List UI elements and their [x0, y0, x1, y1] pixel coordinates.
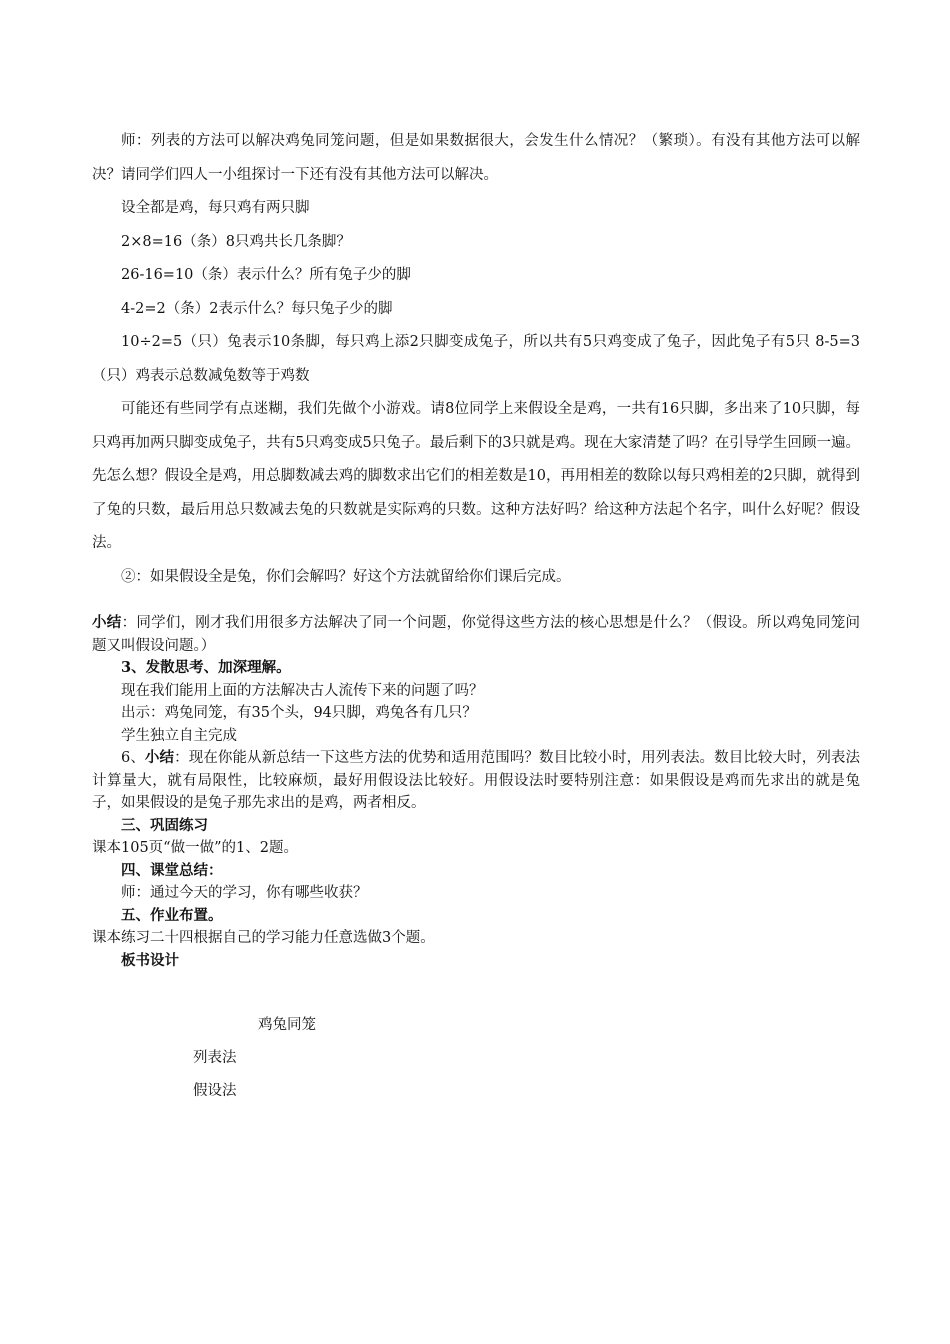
paragraph-teacher-question: 师：列表的方法可以解决鸡兔同笼问题，但是如果数据很大，会发生什么情况？（繁琐）。有没有其他方法可以解决？请同学们四人一小组探讨一下还有没有其他方法可以解决。 [92, 133, 860, 183]
step-6-label: 小结 [144, 749, 175, 766]
board-title: 鸡兔同笼 [258, 1017, 316, 1033]
paragraph-step-3-line-3: 学生独立自主完成 [121, 727, 237, 744]
heading-part-5: 五、作业布置。 [121, 906, 223, 924]
paragraph-calc-3: 4-2=2（条）2表示什么？每只兔子少的脚 [121, 300, 393, 317]
paragraph-part-5: 课本练习二十四根据自己的学习能力任意选做3个题。 [92, 930, 435, 946]
paragraph-part-3: 课本105页“做一做”的1、2题。 [92, 840, 298, 856]
heading-part-3: 三、巩固练习 [121, 816, 208, 834]
summary-label: 小结 [92, 614, 122, 631]
paragraph-step-3-line-2: 出示：鸡兔同笼，有35个头，94只脚，鸡兔各有几只？ [121, 705, 477, 721]
lesson-section-dialogue [92, 125, 860, 594]
paragraph-game: 可能还有些同学有点迷糊，我们先做个小游戏。请8位同学上来假设全是鸡，一共有16只脚，多出来了10只脚，每只鸡再加两只脚变成兔子，共有5只鸡变成5只兔子。最后剩下的3只就是鸡。现在大家清楚了吗？在引导学生回顾一遍。先怎么想？假设全是鸡，用总脚数减去鸡的脚数求出它们的相差数是10，再用相差的数除以每只鸡相差的2只脚，就得到了兔的只数，最后用总只数减去兔的只数就是实际鸡的只数。这种方法好吗？给这种方法起个名字，叫什么好呢？假设法。 [92, 401, 860, 551]
summary-text: ：同学们，刚才我们用很多方法解决了同一个问题，你觉得这些方法的核心思想是什么？（假设。所以鸡兔同笼问题又叫假设问题。） [92, 615, 861, 654]
paragraph-assume-rabbit: ②：如果假设全是兔，你们会解吗？好这个方法就留给你们课后完成。 [121, 568, 571, 585]
paragraph-step-3-line-1: 现在我们能用上面的方法解决古人流传下来的问题了吗？ [121, 682, 484, 699]
step-6-prefix: 6、 [121, 750, 145, 766]
lesson-section-summary [92, 612, 860, 972]
paragraph-assume-chicken: 设全都是鸡，每只鸡有两只脚 [121, 200, 310, 216]
heading-part-4: 四、课堂总结： [121, 861, 223, 879]
paragraph-calc-2: 26-16=10（条）表示什么？所有兔子少的脚 [121, 267, 411, 283]
heading-board-design: 板书设计 [121, 951, 179, 969]
paragraph-step-6 [92, 747, 860, 815]
paragraph-part-4: 师：通过今天的学习，你有哪些收获？ [121, 885, 368, 901]
heading-step-3: 3、发散思考、加深理解。 [121, 659, 291, 676]
board-item-assumption-method: 假设法 [193, 1083, 237, 1099]
paragraph-calc-1: 2×8=16（条）8只鸡共长几条脚？ [121, 233, 351, 250]
step-6-text: ：现在你能从新总结一下这些方法的优势和适用范围吗？数目比较小时，用列表法。数目比较大时，列表法计算量大，就有局限性，比较麻烦，最好用假设法比较好。用假设法时要特别注意：如果假设是鸡而先求出的就是兔子，如果假设的是兔子那先求出的是鸡，两者相反。 [92, 750, 861, 811]
paragraph-summary-1 [92, 612, 860, 657]
paragraph-calc-4: 10÷2=5（只）兔表示10条脚，每只鸡上添2只脚变成兔子，所以共有5只鸡变成了兔子，因此兔子有5只 8-5=3（只）鸡表示总数减兔数等于鸡数 [92, 334, 860, 384]
board-item-table-method: 列表法 [193, 1050, 237, 1066]
